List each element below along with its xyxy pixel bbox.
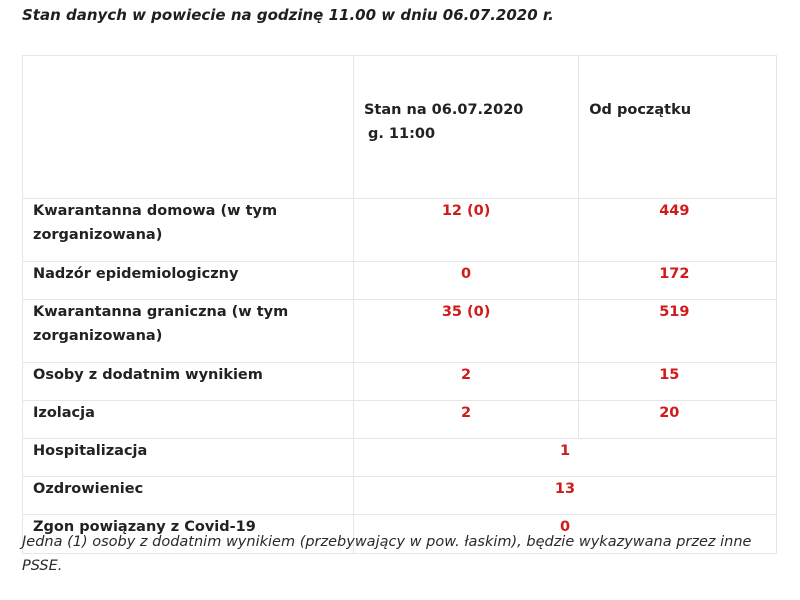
header-since-start: Od początku [579, 56, 777, 199]
table-row [23, 262, 777, 300]
table-row [23, 439, 777, 477]
row-label: Nadzór epidemiologiczny [23, 262, 354, 300]
header-current-status [353, 56, 578, 199]
row-label: Ozdrowieniec [23, 477, 354, 515]
row-merged-value: 0 [353, 515, 776, 554]
row-current-value: 2 [353, 363, 578, 401]
row-merged-value: 1 [353, 439, 776, 477]
table-row [23, 199, 777, 262]
page-title: Stan danych w powiecie na godzinę 11.00 w dniu 06.07.2020 r. [22, 6, 554, 24]
row-current-value: 0 [353, 262, 578, 300]
table-header-row [23, 56, 777, 199]
row-merged-value: 13 [353, 477, 776, 515]
footnote: Jedna (1) osoby z dodatnim wynikiem (przebywający w pow. łaskim), będzie wykazywana przez inne PSSE. [22, 534, 752, 574]
row-total-value: 519 [579, 300, 777, 363]
table-row [23, 300, 777, 363]
table-row [23, 401, 777, 439]
row-total-value: 172 [579, 262, 777, 300]
row-total-value: 20 [579, 401, 777, 439]
row-total-value: 15 [579, 363, 777, 401]
header-empty-cell [23, 56, 354, 199]
row-current-value: 12 (0) [353, 199, 578, 262]
covid-stats-table [22, 55, 777, 554]
row-label: Osoby z dodatnim wynikiem [23, 363, 354, 401]
row-label: Hospitalizacja [23, 439, 354, 477]
row-label: Kwarantanna domowa (w tym zorganizowana) [23, 199, 354, 262]
row-total-value: 449 [579, 199, 777, 262]
table-row [23, 477, 777, 515]
row-label: Kwarantanna graniczna (w tym zorganizowana) [23, 300, 354, 363]
row-current-value: 2 [353, 401, 578, 439]
row-label: Zgon powiązany z Covid-19 [23, 515, 354, 554]
row-current-value: 35 (0) [353, 300, 578, 363]
table-row [23, 363, 777, 401]
row-label: Izolacja [23, 401, 354, 439]
header-current-time: g. 11:00 [367, 126, 436, 142]
header-current-date: Stan na 06.07.2020 [363, 102, 524, 118]
